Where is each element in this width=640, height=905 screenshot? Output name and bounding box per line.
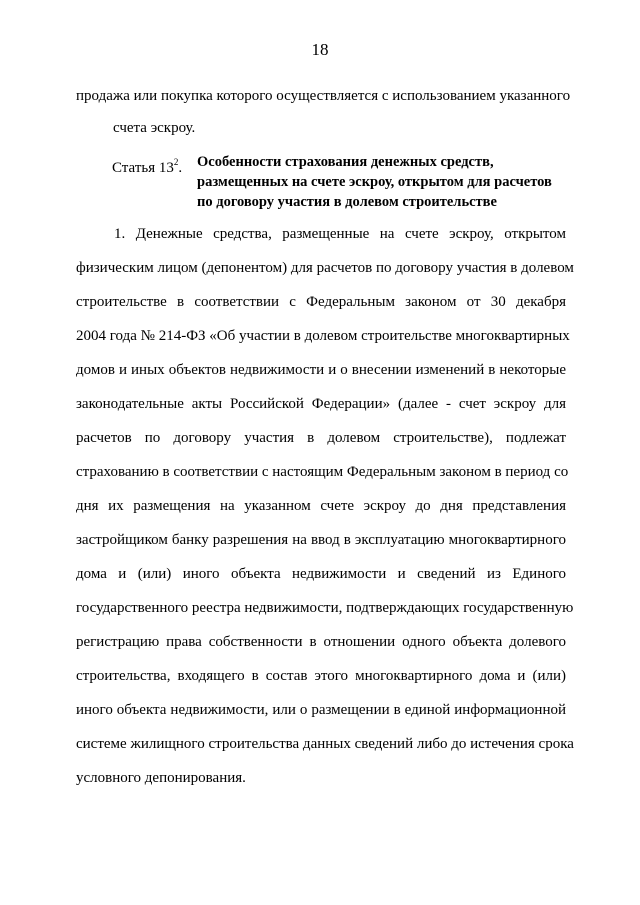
- body-line-15: иного объекта недвижимости, или о размещении в единой информационной: [76, 702, 566, 718]
- body-line-12: государственного реестра недвижимости, подтверждающих государственную: [76, 600, 574, 616]
- body-line-8: страхованию в соответствии с настоящим Федеральным законом в период со: [76, 464, 569, 480]
- body-line-1: 1. Денежные средства, размещенные на счете эскроу, открытом: [114, 226, 566, 242]
- body-line-7: расчетов по договору участия в долевом строительстве), подлежат: [76, 430, 566, 446]
- body-line-2: физическим лицом (депонентом) для расчетов по договору участия в долевом: [76, 260, 574, 276]
- article-title-line-1: Особенности страхования денежных средств,: [197, 154, 494, 170]
- body-line-13: регистрацию права собственности в отношении одного объекта долевого: [76, 634, 566, 650]
- body-line-9: дня их размещения на указанном счете эскроу до дня представления: [76, 498, 566, 514]
- article-number: [112, 152, 182, 178]
- body-line-3: строительстве в соответствии с Федеральным законом от 30 декабря: [76, 294, 566, 310]
- body-line-14: строительства, входящего в состав этого многоквартирного дома и (или): [76, 668, 566, 684]
- body-line-11: дома и (или) иного объекта недвижимости и сведений из Единого: [76, 566, 566, 582]
- body-line-5: домов и иных объектов недвижимости и о внесении изменений в некоторые: [76, 362, 566, 378]
- body-line-17: условного депонирования.: [76, 770, 246, 786]
- body-line-4: 2004 года № 214-ФЗ «Об участии в долевом строительстве многоквартирных: [76, 328, 570, 344]
- intro-line-1: продажа или покупка которого осуществляется с использованием указанного: [76, 88, 571, 104]
- article-superscript: 2: [173, 157, 179, 167]
- intro-line-2: счета эскроу.: [113, 120, 196, 136]
- body-line-16: системе жилищного строительства данных сведений либо до истечения срока: [76, 736, 574, 752]
- body-line-10: застройщиком банку разрешения на ввод в эксплуатацию многоквартирного: [76, 532, 566, 548]
- article-title-line-3: по договору участия в долевом строительстве: [197, 194, 497, 210]
- article-label-text: Статья 13: [112, 160, 174, 176]
- body-line-6: законодательные акты Российской Федерации» (далее - счет эскроу для: [76, 396, 566, 412]
- article-label-suffix: .: [178, 160, 183, 176]
- article-title-line-2: размещенных на счете эскроу, открытом для расчетов: [197, 174, 552, 190]
- page-number: 18: [311, 40, 329, 59]
